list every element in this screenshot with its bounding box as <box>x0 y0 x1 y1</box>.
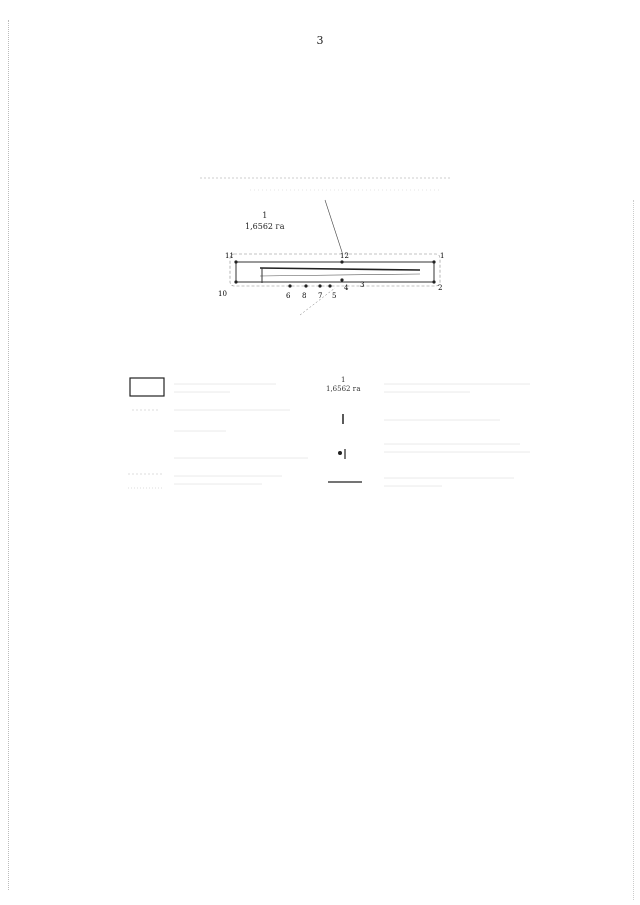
boundary-point <box>340 278 343 281</box>
boundary-point <box>304 284 307 287</box>
boundary-point <box>432 280 435 283</box>
legend-area-sample <box>326 376 361 394</box>
area-label-value: 1,6562 га <box>245 222 285 231</box>
boundary-point <box>340 260 343 263</box>
boundary-point <box>432 260 435 263</box>
point-label: 7 <box>318 292 323 300</box>
point-label: 8 <box>302 292 307 300</box>
boundary-point <box>234 280 237 283</box>
page-number: 3 <box>316 34 324 47</box>
area-label-number: 1 <box>262 211 268 220</box>
boundary-point <box>288 284 291 287</box>
callout-leader <box>325 200 342 252</box>
point-label: 2 <box>438 284 443 292</box>
legend-area-sample-number: 1 <box>341 376 346 384</box>
zone-outline <box>236 262 434 282</box>
point-label: 12 <box>340 252 349 260</box>
pipeline-segment <box>260 268 420 270</box>
legend-area-sample-value: 1,6562 га <box>326 385 361 393</box>
point-label: 6 <box>286 292 291 300</box>
point-label: 10 <box>218 290 227 298</box>
pipeline-segment <box>260 274 420 276</box>
point-label: 11 <box>225 252 234 260</box>
point-label: 5 <box>332 292 337 300</box>
point-label: 1 <box>440 252 445 260</box>
boundary-point <box>328 284 331 287</box>
point-label: 3 <box>360 281 365 289</box>
boundary-point <box>234 260 237 263</box>
boundary-point <box>318 284 321 287</box>
legend-swatch-point <box>338 451 342 455</box>
point-label: 4 <box>344 284 349 292</box>
legend-swatch-zone-boundary <box>130 378 164 396</box>
